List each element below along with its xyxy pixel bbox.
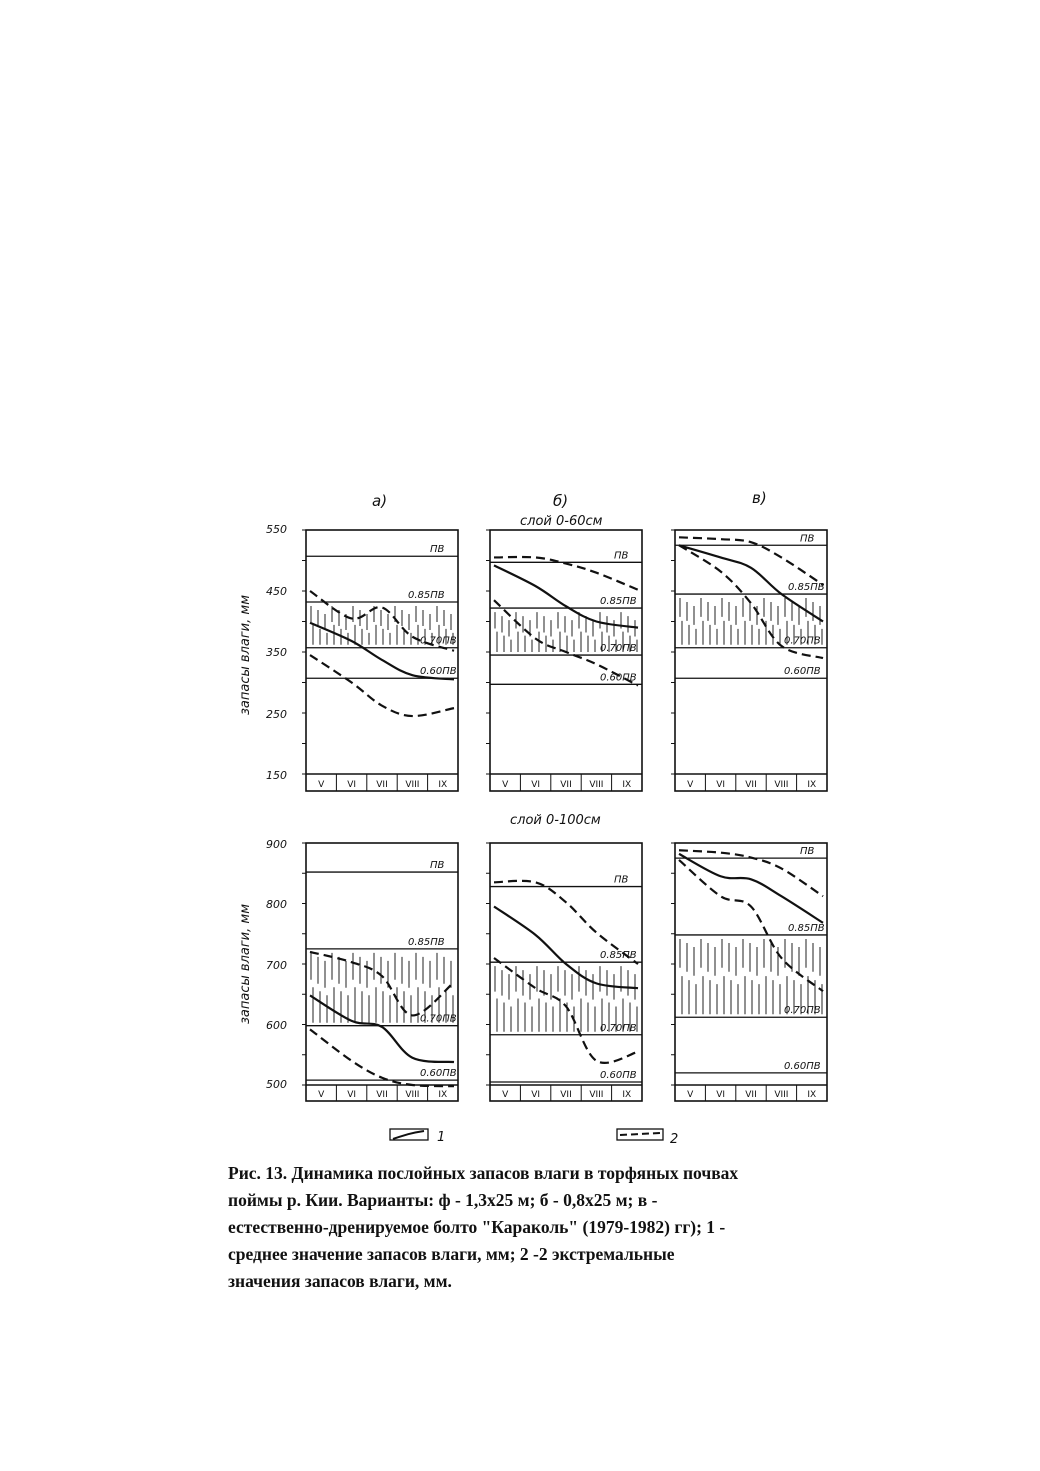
y-tick: 700	[266, 959, 287, 972]
month-label: VI	[531, 1090, 541, 1100]
level-label: 0.70ПВ	[420, 1013, 457, 1025]
month-label: VIII	[774, 1090, 789, 1100]
y-axis-label-top: запасы влаги, мм	[238, 595, 253, 715]
month-label: VIII	[589, 780, 604, 790]
month-label: IX	[807, 780, 817, 790]
level-label: 0.70ПВ	[784, 1005, 821, 1017]
month-label: IX	[622, 1090, 632, 1100]
panel-в)-слой 0-60см	[671, 530, 827, 791]
series-extreme-dashed	[679, 537, 823, 585]
hatch-zone	[311, 953, 453, 1023]
level-label: ПВ	[430, 860, 445, 872]
level-label: 0.60ПВ	[600, 1069, 637, 1081]
legend-swatch-dashed	[620, 1133, 660, 1135]
figure-caption	[228, 1160, 868, 1295]
month-label: VIII	[405, 1090, 420, 1100]
level-label: 0.85ПВ	[788, 922, 825, 934]
month-label: VI	[347, 780, 357, 790]
level-label: 0.70ПВ	[600, 643, 637, 655]
series-extreme-dashed	[310, 655, 454, 716]
panel-б)-слой 0-60см	[486, 530, 642, 791]
month-label: IX	[438, 1090, 448, 1100]
month-label: VI	[716, 1090, 726, 1100]
level-label: 0.70ПВ	[420, 635, 457, 647]
month-label: V	[318, 1090, 325, 1100]
month-label: VII	[745, 780, 757, 790]
month-label: VII	[745, 1090, 757, 1100]
y-tick: 550	[266, 523, 287, 536]
month-label: VI	[531, 780, 541, 790]
level-label: 0.60ПВ	[420, 1068, 457, 1080]
month-label: V	[687, 780, 694, 790]
level-label: 0.85ПВ	[788, 582, 825, 594]
y-tick: 150	[266, 769, 287, 782]
y-axis-label-bottom: запасы влаги, мм	[238, 904, 253, 1024]
panel-frame	[490, 530, 642, 791]
caption-line: среднее значение запасов влаги, мм; 2 -2 экстремальные	[228, 1244, 675, 1264]
month-label: V	[318, 780, 325, 790]
series-extreme-dashed	[679, 850, 823, 896]
legend	[390, 1129, 678, 1147]
level-label: 0.60ПВ	[420, 666, 457, 678]
month-label: VII	[560, 1090, 572, 1100]
row-title-top: слой 0-60см	[520, 514, 603, 529]
level-label: 0.85ПВ	[600, 596, 637, 608]
level-label: 0.70ПВ	[600, 1022, 637, 1034]
y-ticks-top	[266, 523, 287, 782]
month-label: VII	[560, 780, 572, 790]
panel-frame	[675, 530, 827, 791]
level-label: ПВ	[800, 533, 815, 545]
month-label: VIII	[405, 780, 420, 790]
level-label: 0.60ПВ	[784, 666, 821, 678]
y-tick: 600	[266, 1019, 287, 1032]
level-label: 0.60ПВ	[600, 672, 637, 684]
level-label: ПВ	[614, 550, 629, 562]
level-label: ПВ	[800, 846, 815, 858]
y-ticks-bottom	[266, 838, 287, 1091]
month-label: VI	[347, 1090, 357, 1100]
month-label: IX	[622, 780, 632, 790]
month-label: VIII	[589, 1090, 604, 1100]
panel-б)-слой 0-100см	[486, 843, 642, 1101]
month-label: IX	[807, 1090, 817, 1100]
panel-в)-слой 0-100см	[671, 843, 827, 1101]
level-label: 0.60ПВ	[784, 1060, 821, 1072]
legend-key-1: 1	[437, 1130, 446, 1145]
legend-item-dashed	[617, 1129, 678, 1147]
legend-key-2: 2	[670, 1132, 679, 1147]
month-label: V	[502, 1090, 509, 1100]
panel-а)-слой 0-100см	[302, 843, 458, 1101]
level-label: ПВ	[430, 544, 445, 556]
series-mean-solid	[679, 854, 823, 923]
caption-line: поймы р. Кии. Варианты: ф - 1,3х25 м; б - 0,8х25 м; в -	[228, 1190, 658, 1210]
y-tick: 500	[266, 1078, 287, 1091]
panel-title-a: а)	[372, 492, 388, 510]
panel-title-b: б)	[553, 492, 569, 510]
month-label: VIII	[774, 780, 789, 790]
level-label: 0.70ПВ	[784, 635, 821, 647]
legend-swatch-solid	[393, 1131, 424, 1139]
y-tick: 900	[266, 838, 287, 851]
month-label: V	[687, 1090, 694, 1100]
month-label: IX	[438, 780, 448, 790]
caption-line: Рис. 13. Динамика послойных запасов влаги в торфяных почвах	[228, 1163, 739, 1183]
level-label: 0.85ПВ	[408, 936, 445, 948]
row-title-bottom: слой 0-100см	[510, 813, 601, 828]
y-tick: 800	[266, 898, 287, 911]
month-label: VI	[716, 780, 726, 790]
month-label: V	[502, 780, 509, 790]
level-label: 0.85ПВ	[408, 589, 445, 601]
level-label: ПВ	[614, 874, 629, 886]
y-tick: 250	[266, 708, 287, 721]
panel-а)-слой 0-60см	[302, 530, 458, 791]
month-label: VII	[376, 1090, 388, 1100]
panel-title-v: в)	[752, 489, 767, 507]
month-label: VII	[376, 780, 388, 790]
caption-line: естественно-дренируемое болто "Караколь" (1979-1982) гг); 1 -	[228, 1217, 726, 1237]
level-label: 0.85ПВ	[600, 950, 637, 962]
caption-line: значения запасов влаги, мм.	[228, 1271, 452, 1291]
y-tick: 450	[266, 585, 287, 598]
legend-item-solid	[390, 1129, 445, 1145]
y-tick: 350	[266, 646, 287, 659]
